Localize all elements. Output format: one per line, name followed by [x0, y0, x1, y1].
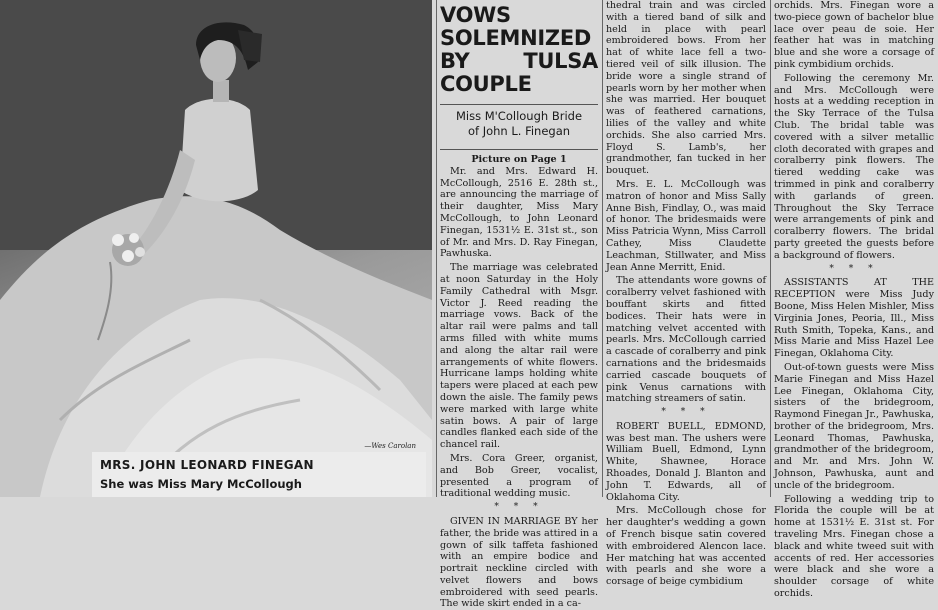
section-stars: * * * [494, 502, 544, 513]
paragraph: thedral train and was circled with a tiered band of silk and held in place with pearl embroidered bows. From her hat of white lace fell a two-tiered veil of silk illusion. The bride wore a single strand of pearls worn by her mother when she was married. Her bouquet was of feathered carnations, lilies of the valley and white orchids. She also carried Mrs. Floyd S. Lamb's, her grandmother, fan tucked in her bouquet. [606, 0, 766, 177]
paragraph: Following a wedding trip to Florida the couple will be at home at 1531½ E. 31st st. For traveling Mrs. Finegan chose a black and white tweed suit with accents of red. Her accessories were black and she wore a shoulder corsage of white orchids. [774, 493, 934, 600]
column-rule [602, 0, 603, 497]
subhead-line-2: of John L. Finegan [467, 124, 571, 138]
subhead-line-1: Miss M'Collough Bride [455, 109, 583, 123]
paragraph: Out-of-town guests were Miss Marie Finegan and Miss Hazel Lee Finegan, Oklahoma City, sisters of the bridegroom, Raymond Finegan Jr., Pawhuska, brother of the bridegroom, Mrs. Leonard Thomas, Pawhuska, grandmother of the bridegroom, and Mr. and Mrs. John W. Johnson, Pawhuska, aunt and uncle of the bridegroom. [774, 361, 934, 491]
column-rule [436, 0, 437, 497]
caption-name: MRS. JOHN LEONARD FINEGAN [100, 458, 314, 472]
article-column-1 [440, 0, 598, 610]
paragraph: Mrs. E. L. McCollough was matron of honor and Miss Sally Anne Bish, Findlay, O., was maid of honor. The bridesmaids were Miss Patricia Wynn, Miss Carroll Cathey, Miss Claudette Leachman, Stillwater, and Miss Jean Anne Merritt, Enid. [606, 178, 766, 273]
divider [440, 149, 598, 150]
bride-photo [0, 0, 432, 497]
caption-sub: She was Miss Mary McCollough [100, 477, 302, 491]
picture-reference: Picture on Page 1 [471, 154, 567, 165]
article-column-2 [606, 0, 766, 588]
paragraph: Mr. and Mrs. Edward H. McCollough, 2516 E. 28th st., are announcing the marriage of their daughter, Miss Mary McCollough, to John Leonard Finegan, 1531½ E. 31st st., son of Mr. and Mrs. D. Ray Finegan, Pawhuska. [440, 165, 598, 260]
article-column-3 [774, 0, 934, 600]
column-rule [770, 0, 771, 497]
paragraph: The marriage was celebrated at noon Saturday in the Holy Family Cathedral with Msgr. Victor J. Reed reading the marriage vows. Back of the altar rail were palms and tall arms filled with white mums and along the altar rail were arrangements of white flowers. Hurricane lamps holding white tapers were placed at each pew down the aisle. The family pews were marked with large white satin bows. A pair of large candles flanked each side of the chancel rail. [440, 262, 598, 451]
paragraph: Mrs. Cora Greer, organist, and Bob Greer, vocalist, presented a program of traditional wedding music. [440, 452, 598, 500]
headline-line-1: VOWS SOLEMNIZED [440, 3, 591, 50]
section-stars: * * * [829, 263, 879, 274]
paragraph: Mrs. McCollough chose for her daughter's wedding a gown of French bisque satin covered with embroidered Alencon lace. Her matching hat was accented with pearls and she wore a corsage of beige cymbidium [606, 505, 766, 588]
headline [440, 4, 598, 96]
paragraph: The attendants wore gowns of coralberry velvet fashioned with bouffant skirts and fitted bodices. Their hats were in matching velvet accented with pearls. Mrs. McCollough carried a cascade of coralberry and pink carnations and the bridesmaids carried cascade bouquets of pink Venus carnations with matching streamers of satin. [606, 275, 766, 405]
photo-caption [92, 442, 426, 497]
paragraph: GIVEN IN MARRIAGE BY her father, the bride was attired in a gown of silk taffeta fashioned with an empire bodice and portrait neckline circled with velvet flowers and bows embroidered with seed pearls. The wide skirt ended in a ca- [440, 515, 598, 610]
subhead [440, 109, 598, 139]
bride-portrait-image [0, 0, 432, 497]
paragraph: orchids. Mrs. Finegan wore a two-piece gown of bachelor blue lace over peau de soie. Her feather hat was in matching blue and she wore a corsage of pink cymbidium orchids. [774, 0, 934, 70]
divider [440, 104, 598, 105]
photo-credit: —Wes Carolan [364, 442, 416, 450]
paragraph: Following the ceremony Mr. and Mrs. McCollough were hosts at a wedding reception in the Sky Terrace of the Tulsa Club. The bridal table was covered with a silver metallic cloth decorated with grapes and coralberry pink flowers. The tiered wedding cake was trimmed in pink and coralberry with garlands of green. Throughout the Sky Terrace were arrangements of pink and coralberry flowers. The bridal party greeted the guests before a background of flowers. [774, 72, 934, 261]
section-stars: * * * [661, 407, 711, 418]
paragraph: ASSISTANTS AT THE RECEPTION were Miss Judy Boone, Miss Helen Mishler, Miss Virginia Jones, Peoria, Ill., Miss Ruth Smith, Topeka, Kans., and Miss Marie and Miss Hazel Lee Finegan, Oklahoma City. [774, 277, 934, 360]
headline-line-2: BY TULSA COUPLE [440, 49, 598, 96]
paragraph: ROBERT BUELL, EDMOND, was best man. The ushers were William Buell, Edmond, Lynn White, Shawnee, Horace Rhoades, Donald J. Blanton and John T. Edwards, all of Oklahoma City. [606, 420, 766, 503]
